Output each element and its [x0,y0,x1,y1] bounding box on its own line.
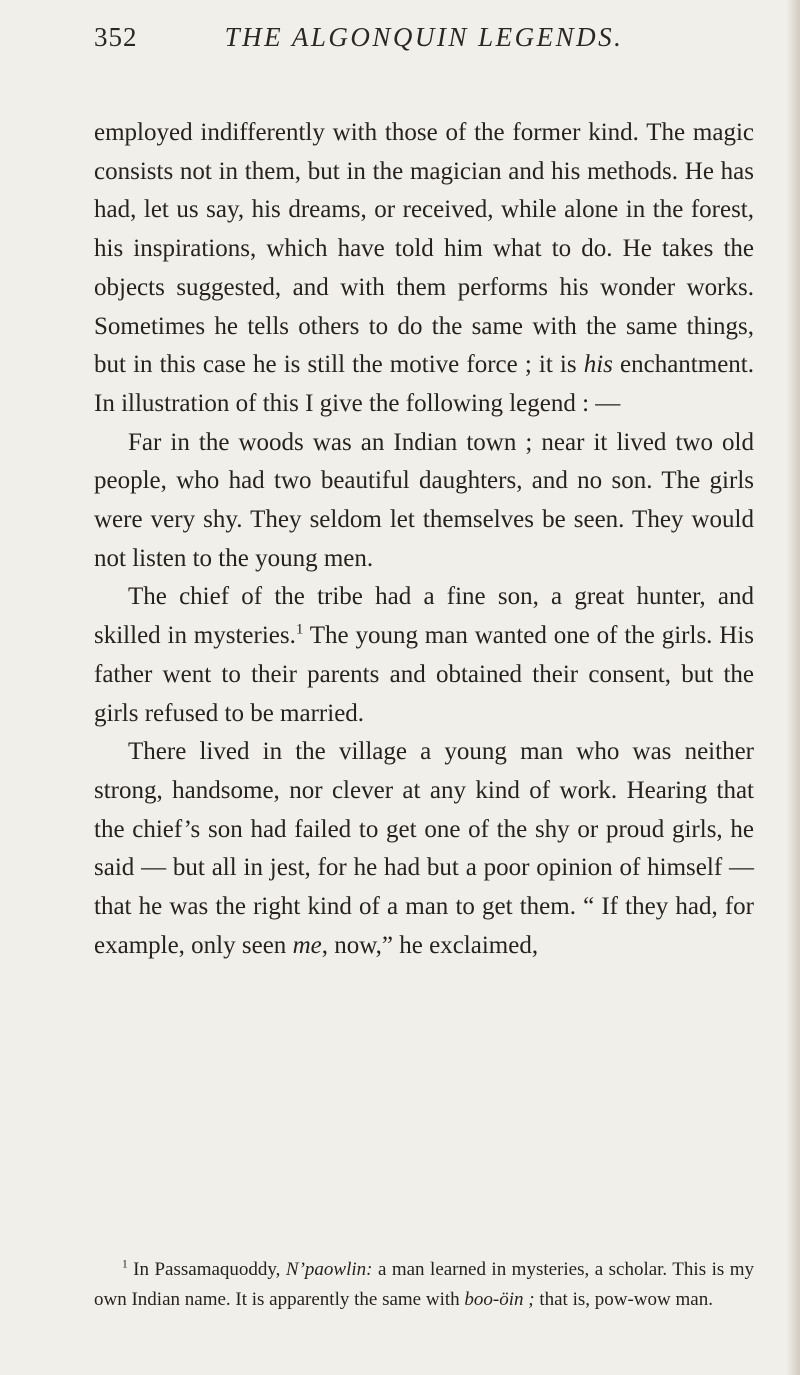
footnote-emphasis: N’paowlin: [285,1259,373,1280]
paragraph [94,578,754,733]
page-number: 352 [94,22,138,52]
paragraph-text: The chief of the tribe had a fine son, a great hunter, and skilled in mysteries. [94,583,754,650]
body-text [94,114,754,965]
emphasis: his [583,351,613,379]
footnote-marker: 1 [122,1258,128,1271]
footnote-reference[interactable]: 1 [295,621,304,638]
footnote-emphasis: boo-öin ; [464,1289,535,1310]
running-title: THE ALGONQUIN LEGENDS. [224,22,624,52]
paragraph-continued [94,114,754,424]
paragraph: Far in the woods was an Indian town ; near it lived two old people, who had two beautiful daughters, and no son. The girls were very shy. They seldom let themselves be seen. They would not listen to the young men. [94,428,754,572]
paragraph-text: The young man wanted one of the girls. His father went to their parents and obtained their consent, but the girls refused to be married. [94,622,754,727]
emphasis: me [292,931,322,959]
paragraph-text: , now,” he exclaimed, [321,931,539,959]
paragraph-text: enchantment. In illustration of this I give the following legend : — [94,351,754,417]
paragraph-text: employed indifferently with those of the former kind. The magic consists not in them, but in the magician and his methods. He has had, let us say, his dreams, or received, while alone in the forest, his inspirations, which have told him what to do. He takes the objects suggested, and with them performs his wonder works. Sometimes he tells others to do the same with the same things, but in this case he is still the motive force ; it is [94,119,754,379]
footnote [94,1255,754,1315]
footnote-text [94,1255,754,1315]
footnote-segment: In Passamaquoddy, [127,1259,286,1280]
footnote-segment: that is, pow-wow man. [534,1289,713,1310]
footnote-segment: a man learned in mysteries, a scholar. This is my own Indian name. It is apparently the same with [94,1259,754,1310]
paragraph [94,733,754,965]
paragraph-text: There lived in the village a young man who was neither strong, handsome, nor clever at any kind of work. Hearing that the chief’s son had failed to get one of the shy or proud girls, he said — but all in jest, for he had but a poor opinion of himself — that he was the right kind of a man to get them. “ If they had, for example, only seen [94,738,754,959]
running-head [94,22,754,62]
